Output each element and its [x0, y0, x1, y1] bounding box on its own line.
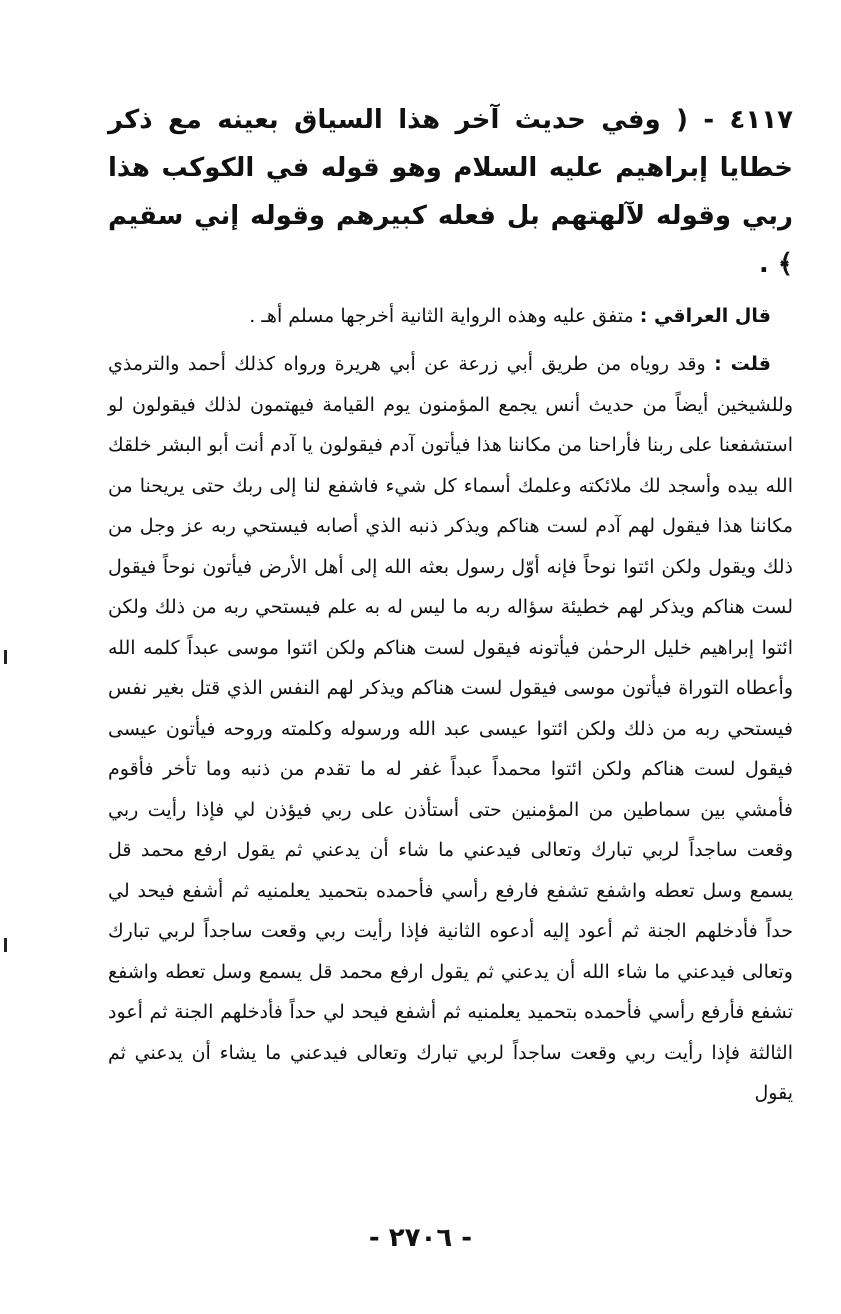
margin-mark [4, 938, 7, 952]
iraqi-note [108, 296, 793, 336]
page-number: - ٢٧٠٦ - [368, 1223, 473, 1253]
commentary-paragraph [108, 344, 793, 1114]
commentary-label: قلت : [714, 353, 771, 375]
iraqi-label: قال العراقي : [639, 305, 771, 327]
iraqi-text: متفق عليه وهذه الرواية الثانية أخرجها مسلم أهـ . [249, 305, 634, 327]
page-body [108, 96, 793, 1314]
commentary-text: وقد روياه من طريق أبي زرعة عن أبي هريرة ورواه كذلك أحمد والترمذي وللشيخين أيضاً من حديث أنس يجمع المؤمنون يوم القيامة فيهتمون لذلك فيقولون لو استشفعنا على ربنا فأراحنا من مكاننا هذا فيأتون آدم فيقولون يا آدم أنت أبو البشر خلقك الله بيده وأسجد لك ملائكته وعلمك أسماء كل شيء فاشفع لنا إلى ربك حتى يريحنا من مكاننا هذا فيقول لهم آدم لست هناكم ويذكر ذنبه الذي أصابه فيستحي ربه عز وجل من ذلك ويقول ولكن ائتوا نوحاً فإنه أوّل رسول بعثه الله إلى أهل الأرض فيأتون نوحاً فيقول لست هناكم ويذكر لهم خطيئة سؤاله ربه ما ليس له به علم فيستحي ربه من ذلك ولكن ائتوا إبراهيم خليل الرحمٰن فيأتونه فيقول لست هناكم ولكن ائتوا موسى عبداً كلمه الله وأعطاه التوراة فيأتون موسى فيقول لست هناكم ويذكر لهم النفس الذي قتل بغير نفس فيستحي ربه من ذلك ولكن ائتوا عيسى عبد الله ورسوله وكلمته وروحه فيأتون عيسى فيقول لست هناكم ولكن ائتوا محمداً عبداً غفر له ما تقدم من ذنبه وما تأخر فأقوم فأمشي بين سماطين من المؤمنين حتى أستأذن على ربي فيؤذن لي فإذا رأيت ربي وقعت ساجداً لربي تبارك وتعالى فيدعني ما شاء أن يدعني ثم يقول ارفع محمد قل يسمع وسل تعطه واشفع تشفع فارفع رأسي فأحمده بتحميد يعلمنيه ثم أشفع فيحد لي حداً فأدخلهم الجنة ثم أعود إليه أدعوه الثانية فإذا رأيت ربي وقعت ساجداً لربي تبارك وتعالى فيدعني ما شاء الله أن يدعني ثم يقول ارفع محمد قل يسمع وسل تعطه واشفع تشفع فأرفع رأسي فأحمده بتحميد يعلمنيه ثم أشفع فيحد لي حداً فأدخلهم الجنة ثم أعود الثالثة فإذا رأيت ربي وقعت ساجداً لربي تبارك وتعالى فيدعني ما يشاء أن يدعني ثم يقول [108, 353, 794, 1104]
margin-mark [4, 650, 7, 664]
hadith-heading: ٤١١٧ - ( وفي حديث آخر هذا السياق بعينه مع ذكر خطايا إبراهيم عليه السلام وهو قوله في الكوكب هذا ربي وقوله لآلهتهم بل فعله كبيرهم وقوله إني سقيم ﴾ . [108, 105, 793, 279]
